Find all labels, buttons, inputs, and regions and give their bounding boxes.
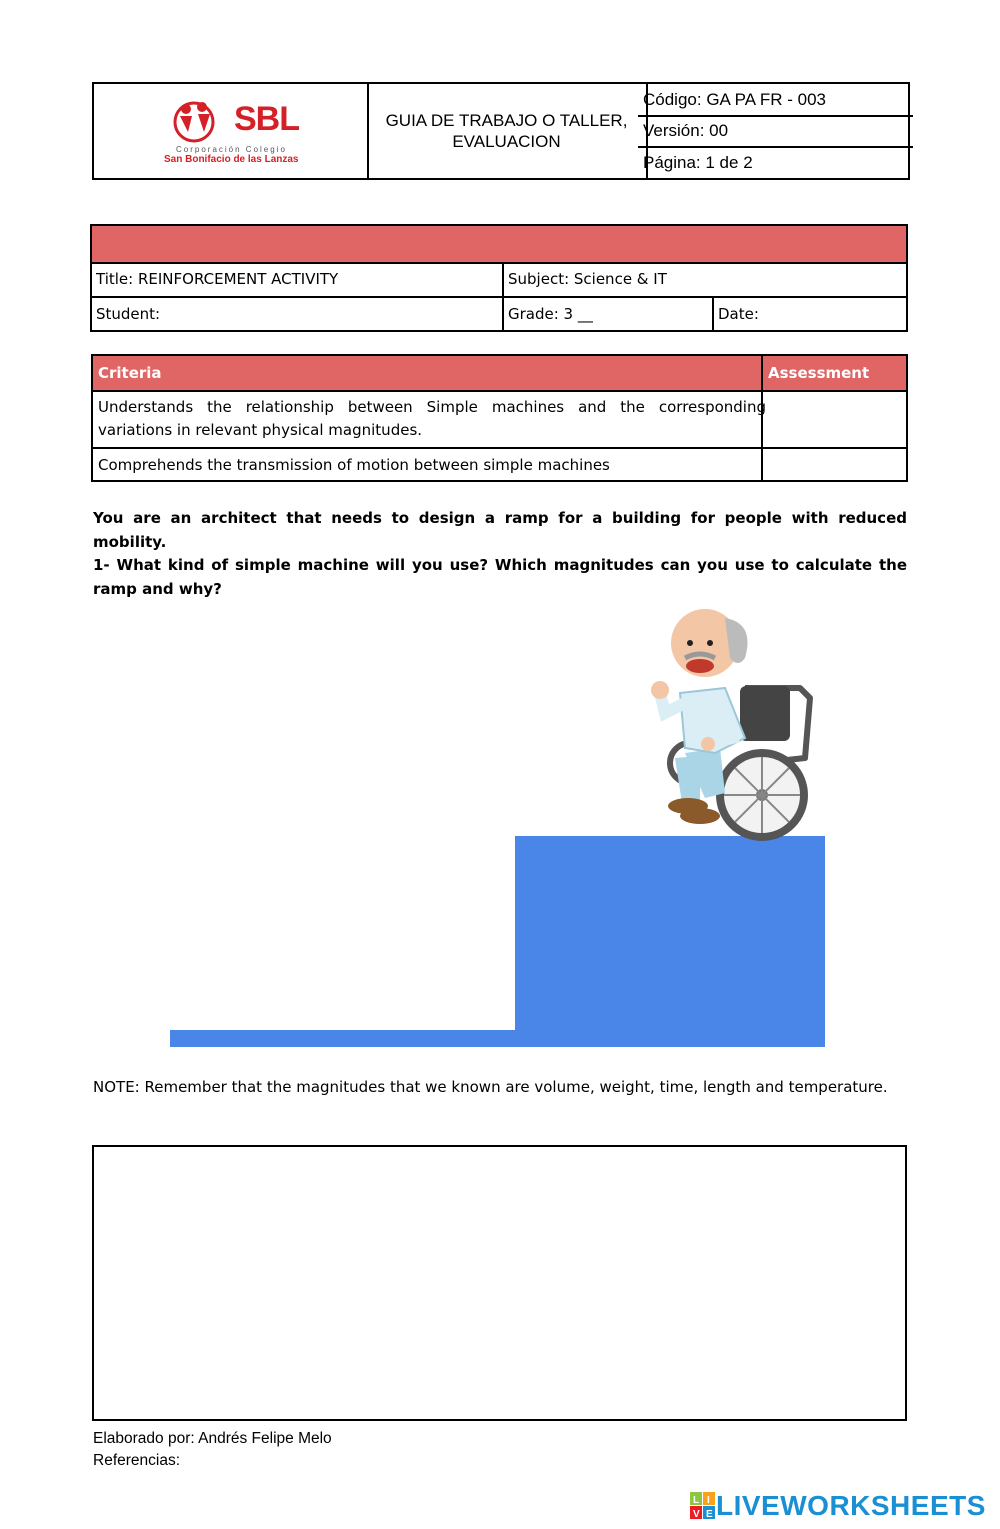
date-field[interactable]: Date: (718, 305, 759, 323)
version-field: Versión: 00 (638, 115, 913, 148)
wheelchair-person-icon (651, 609, 810, 837)
grade-field[interactable]: Grade: 3 __ (508, 305, 593, 323)
author-line: Elaborado por: Andrés Felipe Melo (93, 1430, 332, 1447)
badge-letter-l: L (693, 1495, 700, 1506)
pagina-field: Página: 1 de 2 (643, 152, 753, 172)
info-header-band (92, 226, 906, 264)
badge-letter-v: V (693, 1509, 700, 1520)
footer (93, 1428, 332, 1472)
badge-letter-i: I (707, 1495, 710, 1506)
note-text: NOTE: Remember that the magnitudes that we known are volume, weight, time, length and temperature. (93, 1078, 888, 1096)
document-title: GUIA DE TRABAJO O TALLER, EVALUACION (367, 84, 648, 178)
badge-letter-e: E (706, 1509, 713, 1520)
criterion-row-2: Comprehends the transmission of motion between simple machines (98, 456, 610, 474)
answer-box[interactable] (92, 1145, 907, 1421)
question-intro: You are an architect that needs to design a ramp for a building for people with reduced mobility. (93, 509, 907, 551)
school-logo-icon (170, 98, 220, 144)
criterion-row-1: Understands the relationship between Simple machines and the corresponding variations in relevant physical magnitudes. (98, 398, 766, 439)
liveworksheets-watermark (690, 1488, 986, 1524)
codigo-field: Código: GA PA FR - 003 (638, 84, 913, 117)
header-table (92, 82, 910, 180)
info-table (90, 224, 908, 332)
title-field: Title: REINFORCEMENT ACTIVITY (96, 270, 339, 288)
ground-strip (170, 1030, 515, 1047)
logo-cell (94, 84, 369, 178)
liveworksheets-badge-icon (690, 1492, 716, 1520)
subject-field: Subject: Science & IT (508, 270, 667, 288)
logo-subtitle: Corporación Colegio (176, 145, 287, 154)
references-line: Referencias: (93, 1452, 181, 1469)
question-1: 1- What kind of simple machine will you use? Which magnitudes can you use to calculate the ramp and why? (93, 556, 907, 598)
assessment-header: Assessment (768, 364, 870, 382)
building-block (515, 836, 825, 1047)
ramp-illustration (160, 598, 840, 1053)
logo-school-name: San Bonifacio de las Lanzas (164, 154, 299, 165)
student-field[interactable]: Student: (96, 305, 161, 323)
logo-acronym: SBL (234, 100, 299, 138)
liveworksheets-brand: LIVEWORKSHEETS (716, 1490, 986, 1521)
assessment-cell-1[interactable] (763, 392, 916, 447)
criteria-table (91, 354, 908, 482)
question-block (93, 507, 907, 601)
criteria-header: Criteria (98, 364, 162, 382)
assessment-cell-2[interactable] (763, 449, 916, 480)
